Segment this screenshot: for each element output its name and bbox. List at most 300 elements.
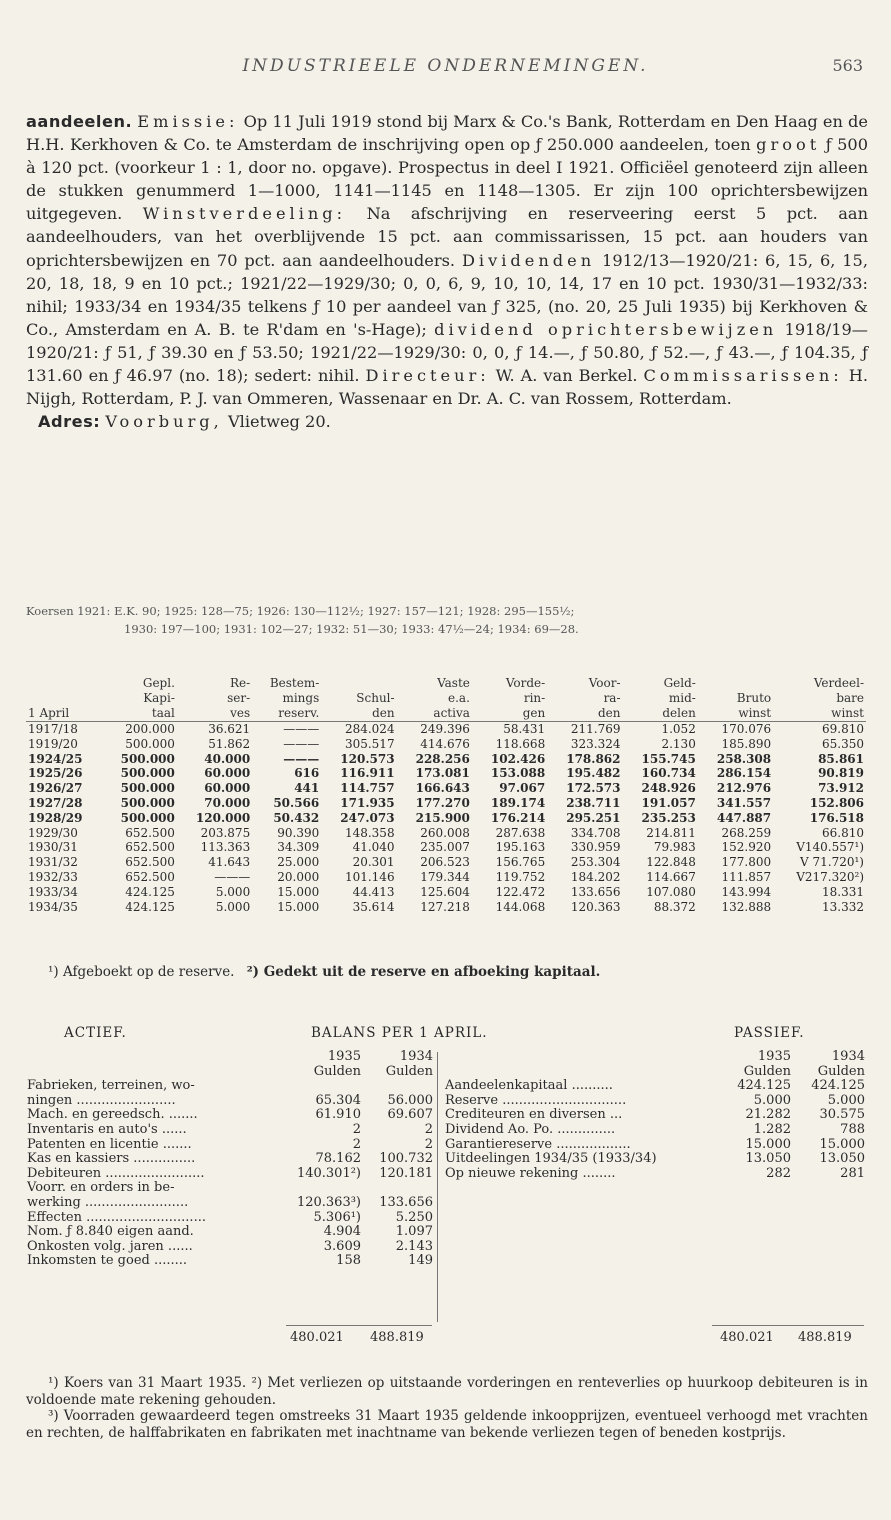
passief-item-label: Uitdeelingen 1934/35 (1933/34) bbox=[445, 1151, 657, 1167]
value-cell: 119.752 bbox=[495, 869, 546, 884]
value-cell: 228.256 bbox=[415, 751, 470, 766]
value-cell: 173.081 bbox=[415, 766, 470, 781]
actief-item-value: 5.250 bbox=[395, 1209, 433, 1225]
balance-row bbox=[444, 1138, 866, 1153]
emissie-label: Emissie: bbox=[137, 112, 239, 131]
page-number: 563 bbox=[832, 56, 863, 75]
value-cell: 235.253 bbox=[641, 810, 696, 825]
table-row bbox=[26, 826, 866, 841]
year-cell: 1930/31 bbox=[28, 840, 78, 855]
value-cell: 184.202 bbox=[570, 869, 621, 884]
value-cell: 132.888 bbox=[721, 899, 772, 914]
table-row bbox=[26, 796, 866, 811]
value-cell: 18.331 bbox=[822, 884, 864, 899]
year-1934: 1934 bbox=[399, 1049, 433, 1064]
year-cell: 1929/30 bbox=[28, 825, 78, 840]
value-cell: 195.163 bbox=[495, 840, 546, 855]
column-header: den bbox=[321, 706, 396, 722]
value-cell: 36.621 bbox=[208, 722, 251, 736]
actief-item-value: 65.304 bbox=[315, 1092, 361, 1108]
balance-row bbox=[444, 1167, 866, 1182]
value-cell: 323.324 bbox=[570, 736, 621, 751]
value-cell: 185.890 bbox=[721, 736, 772, 751]
value-cell: 341.557 bbox=[716, 795, 772, 810]
directeur-label: Directeur: bbox=[365, 366, 490, 386]
actief-item-label: Voorr. en orders in be- bbox=[27, 1180, 175, 1196]
table-header-row bbox=[26, 691, 866, 706]
column-header: Schul- bbox=[356, 691, 395, 705]
value-cell: 73.912 bbox=[818, 781, 864, 796]
value-cell: 652.500 bbox=[125, 825, 175, 840]
value-cell: 500.000 bbox=[120, 795, 175, 810]
koersen-line-2: 1930: 197—100; 1931: 102—27; 1932: 51—30; 1933: 47½—24; 1934: 69—28. bbox=[124, 622, 579, 636]
value-cell: 195.482 bbox=[566, 766, 621, 781]
value-cell: 152.920 bbox=[721, 840, 772, 855]
actief-item-value: 120.363³) bbox=[296, 1194, 361, 1210]
currency-label: Gulden bbox=[385, 1063, 433, 1079]
value-cell: 148.358 bbox=[344, 825, 395, 840]
passief-item-label: Crediteuren en diversen ... bbox=[445, 1107, 623, 1123]
value-cell: 212.976 bbox=[716, 781, 772, 796]
value-cell: 66.810 bbox=[822, 825, 864, 840]
koersen-block bbox=[26, 602, 868, 638]
actief-item-label: Kas en kassiers ............... bbox=[27, 1151, 196, 1167]
passief-item-label: Dividend Ao. Po. .............. bbox=[445, 1121, 616, 1137]
column-header: Gepl. bbox=[142, 676, 175, 690]
koersen-line-1: Koersen 1921: E.K. 90; 1925: 128—75; 1926: 130—112½; 1927: 157—121; 1928: 295—155½; bbox=[26, 604, 575, 618]
total-passief-1935: 480.021 bbox=[720, 1330, 774, 1345]
value-cell: 41.643 bbox=[208, 855, 251, 870]
value-cell: 176.214 bbox=[490, 810, 546, 825]
total-rule-right bbox=[712, 1325, 864, 1326]
column-header bbox=[26, 691, 102, 706]
balance-row bbox=[26, 1123, 434, 1138]
value-cell: 247.073 bbox=[340, 810, 395, 825]
value-cell: 58.431 bbox=[503, 722, 546, 736]
actief-item-value: 2 bbox=[352, 1136, 361, 1152]
footnote-2: ²) Gedekt uit de reserve en afboeking kapitaal. bbox=[246, 964, 601, 980]
balance-row bbox=[26, 1196, 434, 1211]
value-cell: 1.052 bbox=[661, 722, 696, 736]
table-row bbox=[26, 840, 866, 855]
value-cell: 284.024 bbox=[344, 722, 395, 736]
value-cell: 20.301 bbox=[352, 855, 395, 870]
actief-item-label: Debiteuren ........................ bbox=[27, 1165, 205, 1181]
dividenden-text: 1912/13—1920/21: 6, 15, 6, 15, 20, 18, 18, 9 en 10 pct.; 1921/22—1929/30; 0, 0, 6, 9, 10, 10, 14, 17 en 10 pct. 1930/31—1932/33: nihil; 1933/34 en 1934/35 telkens ƒ 10 per aandeel van ƒ 325, (no. 20, 25 Juli 1935) bij Kerkhoven & Co., Amsterdam en A. B. te R'dam en 's-Hage); bbox=[26, 250, 868, 339]
table-footnotes bbox=[26, 962, 868, 982]
lead-word: aandeelen. bbox=[26, 112, 133, 131]
balance-row bbox=[444, 1108, 866, 1123]
total-rule-left bbox=[286, 1325, 432, 1326]
balance-row bbox=[26, 1240, 434, 1255]
value-cell: 69.810 bbox=[822, 722, 864, 736]
value-cell: 118.668 bbox=[495, 736, 546, 751]
column-header: e.a. bbox=[448, 691, 470, 705]
value-cell: 114.667 bbox=[646, 869, 696, 884]
passief-item-value: 5.000 bbox=[827, 1092, 865, 1108]
column-header: Bruto bbox=[736, 691, 772, 705]
value-cell: 60.000 bbox=[204, 766, 251, 781]
column-header: Bestem- bbox=[269, 676, 320, 690]
table-row bbox=[26, 885, 866, 900]
value-cell: 5.000 bbox=[215, 884, 251, 899]
total-actief-1934: 488.819 bbox=[370, 1330, 424, 1345]
column-header bbox=[698, 676, 773, 691]
value-cell: 258.308 bbox=[716, 751, 772, 766]
balance-row bbox=[26, 1211, 434, 1226]
value-cell: 97.067 bbox=[499, 781, 546, 796]
balance-row bbox=[444, 1123, 866, 1138]
value-cell: 156.765 bbox=[495, 855, 546, 870]
actief-item-value: 158 bbox=[336, 1253, 361, 1269]
value-cell: 13.332 bbox=[822, 899, 864, 914]
year-cell: 1926/27 bbox=[28, 781, 83, 796]
actief-item-value: 120.181 bbox=[379, 1165, 433, 1181]
passief-item-label: Garantiereserve .................. bbox=[445, 1136, 631, 1152]
balance-headings bbox=[26, 1025, 866, 1045]
value-cell: 177.800 bbox=[721, 855, 772, 870]
column-header: ves bbox=[177, 706, 252, 722]
table-row bbox=[26, 855, 866, 870]
passief-item-value: 281 bbox=[840, 1165, 865, 1181]
value-cell: 114.757 bbox=[340, 781, 395, 796]
balance-passief-table bbox=[444, 1050, 866, 1181]
actief-item-label: Inkomsten te goed ........ bbox=[27, 1253, 188, 1269]
value-cell: 652.500 bbox=[125, 869, 175, 884]
value-cell: 253.304 bbox=[570, 855, 621, 870]
value-cell: 122.848 bbox=[646, 855, 696, 870]
actief-item-value: 56.000 bbox=[387, 1092, 433, 1108]
actief-item-label: Effecten ............................. bbox=[27, 1209, 206, 1225]
passief-item-value: 13.050 bbox=[819, 1151, 865, 1167]
value-cell: 652.500 bbox=[125, 855, 175, 870]
column-header: winst bbox=[698, 706, 773, 722]
year-cell: 1928/29 bbox=[28, 810, 83, 825]
value-cell: 90.819 bbox=[818, 766, 864, 781]
value-cell: 447.887 bbox=[716, 810, 772, 825]
value-cell: 41.040 bbox=[352, 840, 395, 855]
table-row bbox=[26, 781, 866, 796]
column-header: ser- bbox=[227, 691, 251, 705]
value-cell: 20.000 bbox=[277, 869, 320, 884]
passief-item-value: 424.125 bbox=[737, 1078, 791, 1094]
balance-row bbox=[26, 1225, 434, 1240]
value-cell: 206.523 bbox=[420, 855, 470, 870]
total-passief-1934: 488.819 bbox=[798, 1330, 852, 1345]
passief-item-label: Op nieuwe rekening ........ bbox=[445, 1165, 616, 1181]
value-cell: 88.372 bbox=[653, 899, 696, 914]
column-header: Vaste bbox=[437, 676, 470, 690]
year-1935: 1935 bbox=[757, 1049, 791, 1064]
value-cell: 189.174 bbox=[490, 795, 546, 810]
column-header bbox=[26, 676, 102, 691]
value-cell: 500.000 bbox=[120, 766, 175, 781]
emissie-text-2: ƒ 500 à 120 pct. (voorkeur 1 : 1, door no. opgave). Prospectus in deel I 1921. Officiëel genoteerd zijn alleen de stukken genummerd 1—1000, 1141—1145 en 1148—1305. Er zijn 100 oprichtersbewijzen uitgegeven. bbox=[26, 135, 868, 224]
actief-item-label: werking ......................... bbox=[27, 1194, 189, 1210]
value-cell: 15.000 bbox=[277, 884, 320, 899]
value-cell: 90.390 bbox=[277, 825, 320, 840]
column-header: Kapi- bbox=[143, 691, 175, 705]
page-header bbox=[0, 56, 891, 82]
year-cell: 1932/33 bbox=[28, 869, 78, 884]
oprichters-dividend-label: dividend oprichtersbewijzen bbox=[434, 319, 778, 339]
passief-item-value: 21.282 bbox=[745, 1107, 791, 1123]
actief-item-label: Nom. ƒ 8.840 eigen aand. bbox=[27, 1224, 194, 1240]
passief-heading: PASSIEF. bbox=[734, 1025, 805, 1041]
total-actief-1935: 480.021 bbox=[290, 1330, 344, 1345]
value-cell: 79.983 bbox=[653, 840, 696, 855]
actief-item-value: 1.097 bbox=[395, 1224, 433, 1240]
passief-item-value: 424.125 bbox=[811, 1078, 865, 1094]
actief-item-label: Fabrieken, terreinen, wo- bbox=[27, 1078, 195, 1094]
adres-label: Adres: bbox=[38, 412, 101, 432]
value-cell: 249.396 bbox=[420, 722, 470, 736]
passief-item-value: 30.575 bbox=[819, 1107, 865, 1123]
value-cell: 5.000 bbox=[215, 899, 251, 914]
running-title: INDUSTRIEELE ONDERNEMINGEN. bbox=[242, 56, 649, 76]
actief-item-value bbox=[362, 1079, 434, 1094]
column-header: Geld- bbox=[663, 676, 696, 690]
table-row bbox=[26, 766, 866, 781]
emissie-text: Op 11 Juli 1919 stond bij Marx & Co.'s Bank, Rotterdam en Den Haag en de H.H. Kerkhoven & Co. te Amsterdam de inschrijving open op ƒ 250.000 aandeelen, toen bbox=[26, 112, 868, 155]
year-cell: 1919/20 bbox=[28, 736, 78, 751]
oprichters-dividend-text: 1918/19—1920/21: ƒ 51, ƒ 39.30 en ƒ 53.50; 1921/22—1929/30: 0, 0, ƒ 14.—, ƒ 50.80, ƒ 52.—, ƒ 43.—, ƒ 104.35, ƒ 131.60 en ƒ 46.97 (no. 18); sedert: nihil. bbox=[26, 319, 868, 386]
value-cell: 101.146 bbox=[344, 869, 395, 884]
passief-item-value: 15.000 bbox=[745, 1136, 791, 1152]
column-header: winst bbox=[773, 706, 866, 722]
adres-place: Voorburg, bbox=[105, 412, 223, 432]
value-cell: 35.614 bbox=[352, 899, 395, 914]
value-cell: 70.000 bbox=[204, 795, 251, 810]
currency-label: Gulden bbox=[817, 1063, 865, 1079]
groot-word: groot bbox=[756, 135, 821, 155]
value-cell: 85.861 bbox=[818, 751, 864, 766]
dividenden-label: Dividenden bbox=[461, 250, 596, 270]
balance-row bbox=[26, 1254, 434, 1269]
year-cell: 1934/35 bbox=[28, 899, 78, 914]
column-header: mid- bbox=[668, 691, 696, 705]
actief-item-label: Inventaris en auto's ...... bbox=[27, 1121, 187, 1137]
value-cell: 120.000 bbox=[195, 810, 251, 825]
table-row bbox=[26, 870, 866, 885]
actief-item-label: ningen ........................ bbox=[27, 1092, 176, 1108]
year-cell: 1933/34 bbox=[28, 884, 78, 899]
value-cell: 652.500 bbox=[125, 840, 175, 855]
balance-row bbox=[26, 1152, 434, 1167]
value-cell: 155.745 bbox=[641, 751, 696, 766]
value-cell: 153.088 bbox=[490, 766, 546, 781]
actief-item-label: Patenten en licentie ....... bbox=[27, 1136, 192, 1152]
value-cell: 171.935 bbox=[340, 795, 395, 810]
balance-row bbox=[26, 1094, 434, 1109]
commissarissen-text: H. Nijgh, Rotterdam, P. J. van Ommeren, Wassenaar en Dr. A. C. van Rossem, Rotterdam. bbox=[26, 366, 868, 409]
footnote-koers: ¹) Koers van 31 Maart 1935. ²) Met verliezen op uitstaande vorderingen en renteverlies op huurkoop debiteuren is in voldoende mate rekening gehouden. bbox=[26, 1375, 868, 1408]
actief-item-value: 149 bbox=[408, 1253, 433, 1269]
actief-item-label: Onkosten volg. jaren ...... bbox=[27, 1238, 193, 1254]
directeur-text: W. A. van Berkel. bbox=[489, 366, 644, 386]
passief-item-value: 1.282 bbox=[753, 1121, 791, 1137]
actief-item-value: 2.143 bbox=[395, 1238, 433, 1254]
value-cell: 215.900 bbox=[415, 810, 470, 825]
balance-actief-table bbox=[26, 1050, 434, 1269]
column-divider bbox=[437, 1052, 438, 1322]
value-cell: 176.518 bbox=[809, 810, 864, 825]
year-cell: 1927/28 bbox=[28, 795, 83, 810]
value-cell: 34.309 bbox=[277, 840, 320, 855]
value-cell: 268.259 bbox=[721, 825, 772, 840]
value-cell: 172.573 bbox=[566, 781, 621, 796]
value-cell: ——— bbox=[283, 722, 320, 736]
passief-item-value: 13.050 bbox=[745, 1151, 791, 1167]
value-cell: 122.472 bbox=[495, 884, 546, 899]
value-cell: 248.926 bbox=[641, 781, 696, 796]
value-cell: 424.125 bbox=[125, 884, 175, 899]
actief-item-value bbox=[362, 1181, 434, 1196]
value-cell: 441 bbox=[294, 781, 320, 796]
footnote-voorraden: ³) Voorraden gewaardeerd tegen omstreeks 31 Maart 1935 geldende inkoopprijzen, eventueel verhoogd met vrachten en rechten, de halffabrikaten en fabrikaten met inachtname van bekende verliezen tegen of beneden kostprijs. bbox=[26, 1408, 868, 1441]
value-cell: 260.008 bbox=[420, 825, 470, 840]
passief-item-value: 5.000 bbox=[753, 1092, 791, 1108]
value-cell: 102.426 bbox=[490, 751, 546, 766]
value-cell: 143.994 bbox=[721, 884, 772, 899]
table-row bbox=[26, 900, 866, 915]
column-header: Verdeel- bbox=[813, 676, 864, 690]
value-cell: 179.344 bbox=[420, 869, 470, 884]
column-header: delen bbox=[623, 706, 698, 722]
value-cell: 235.007 bbox=[420, 840, 470, 855]
value-cell: ——— bbox=[283, 751, 320, 766]
value-cell: 214.811 bbox=[646, 825, 696, 840]
value-cell: 60.000 bbox=[204, 781, 251, 796]
year-1935: 1935 bbox=[327, 1049, 361, 1064]
column-header: Vorde- bbox=[505, 676, 546, 690]
column-header: rin- bbox=[523, 691, 546, 705]
value-cell: 616 bbox=[294, 766, 320, 781]
value-cell: 116.911 bbox=[340, 766, 395, 781]
financial-history-table bbox=[26, 676, 866, 914]
value-cell: 500.000 bbox=[120, 810, 175, 825]
value-cell: 287.638 bbox=[495, 825, 546, 840]
actief-item-value bbox=[284, 1079, 362, 1094]
company-description bbox=[26, 110, 868, 433]
column-header: bare bbox=[836, 691, 864, 705]
value-cell: 50.566 bbox=[273, 795, 320, 810]
value-cell: 200.000 bbox=[125, 722, 175, 736]
value-cell: 111.857 bbox=[721, 869, 772, 884]
actief-item-value: 5.306¹) bbox=[313, 1209, 361, 1225]
balance-title: BALANS PER 1 APRIL. bbox=[311, 1025, 488, 1041]
value-cell: 51.862 bbox=[208, 736, 251, 751]
value-cell: 330.959 bbox=[570, 840, 621, 855]
year-1934: 1934 bbox=[831, 1049, 865, 1064]
balance-row bbox=[26, 1079, 434, 1094]
value-cell: 305.517 bbox=[344, 736, 395, 751]
value-cell: 50.432 bbox=[273, 810, 320, 825]
value-cell: 125.604 bbox=[420, 884, 470, 899]
table-row bbox=[26, 811, 866, 826]
value-cell: V140.557¹) bbox=[796, 840, 864, 855]
winstverdeeling-text: Na afschrijving en reserveering eerst 5 pct. aan aandeelhouders, van het overblijvende 15 pct. aan commissarissen, 15 pct. aan houders van oprichtersbewijzen en 70 pct. aan aandeelhouders. bbox=[26, 204, 868, 270]
table-header-row bbox=[26, 706, 866, 722]
actief-item-value: 3.609 bbox=[323, 1238, 361, 1254]
value-cell: ——— bbox=[283, 736, 320, 751]
year-cell: 1924/25 bbox=[28, 751, 83, 766]
value-cell: 414.676 bbox=[420, 736, 470, 751]
year-cell: 1931/32 bbox=[28, 855, 78, 870]
column-header bbox=[321, 676, 396, 691]
value-cell: V 71.720¹) bbox=[800, 855, 864, 870]
value-cell: 65.350 bbox=[822, 736, 864, 751]
column-header: activa bbox=[397, 706, 472, 722]
table-row bbox=[26, 722, 866, 737]
value-cell: 334.708 bbox=[570, 825, 621, 840]
value-cell: 152.806 bbox=[809, 795, 864, 810]
actief-item-value: 2 bbox=[424, 1121, 433, 1137]
value-cell: 170.076 bbox=[721, 722, 772, 736]
actief-item-label: Mach. en gereedsch. ....... bbox=[27, 1107, 198, 1123]
year-cell: 1917/18 bbox=[28, 722, 78, 736]
balance-row bbox=[26, 1138, 434, 1153]
adres-street: Vlietweg 20. bbox=[222, 412, 331, 432]
passief-item-value: 788 bbox=[840, 1121, 865, 1137]
value-cell: 500.000 bbox=[120, 781, 175, 796]
value-cell: 424.125 bbox=[125, 899, 175, 914]
value-cell: V217.320²) bbox=[796, 869, 864, 884]
column-header: ra- bbox=[603, 691, 621, 705]
column-header: reserv. bbox=[252, 706, 321, 722]
balance-row bbox=[26, 1108, 434, 1123]
value-cell: 178.862 bbox=[566, 751, 621, 766]
passief-item-label: Aandeelenkapitaal .......... bbox=[445, 1078, 613, 1094]
value-cell: 127.218 bbox=[420, 899, 470, 914]
value-cell: 120.573 bbox=[340, 751, 395, 766]
actief-item-value: 61.910 bbox=[315, 1107, 361, 1123]
actief-item-value: 140.301²) bbox=[296, 1165, 361, 1181]
balance-row bbox=[26, 1181, 434, 1196]
value-cell: 133.656 bbox=[570, 884, 621, 899]
actief-item-value: 100.732 bbox=[379, 1151, 433, 1167]
value-cell: 166.643 bbox=[415, 781, 470, 796]
value-cell: 2.130 bbox=[661, 736, 696, 751]
value-cell: 107.080 bbox=[646, 884, 696, 899]
value-cell: 113.363 bbox=[200, 840, 251, 855]
value-cell: 177.270 bbox=[415, 795, 470, 810]
passief-item-value: 282 bbox=[766, 1165, 791, 1181]
value-cell: 500.000 bbox=[125, 736, 175, 751]
value-cell: 211.769 bbox=[570, 722, 621, 736]
value-cell: ——— bbox=[214, 869, 251, 884]
passief-item-label: Reserve .............................. bbox=[445, 1092, 627, 1108]
actief-item-value: 4.904 bbox=[323, 1224, 361, 1240]
value-cell: 295.251 bbox=[566, 810, 621, 825]
column-header: den bbox=[547, 706, 622, 722]
value-cell: 144.068 bbox=[495, 899, 546, 914]
winstverdeeling-label: Winstverdeeling: bbox=[142, 204, 347, 224]
table-row bbox=[26, 737, 866, 752]
value-cell: 40.000 bbox=[204, 751, 251, 766]
actief-item-value bbox=[284, 1181, 362, 1196]
column-header: Re- bbox=[230, 676, 251, 690]
actief-item-value: 78.162 bbox=[315, 1151, 361, 1167]
value-cell: 25.000 bbox=[277, 855, 320, 870]
balance-row bbox=[444, 1079, 866, 1094]
value-cell: 191.057 bbox=[641, 795, 696, 810]
actief-item-value: 69.607 bbox=[387, 1107, 433, 1123]
column-header: 1 April bbox=[26, 706, 102, 722]
column-header: taal bbox=[102, 706, 177, 722]
value-cell: 120.363 bbox=[570, 899, 621, 914]
currency-label: Gulden bbox=[743, 1063, 791, 1079]
